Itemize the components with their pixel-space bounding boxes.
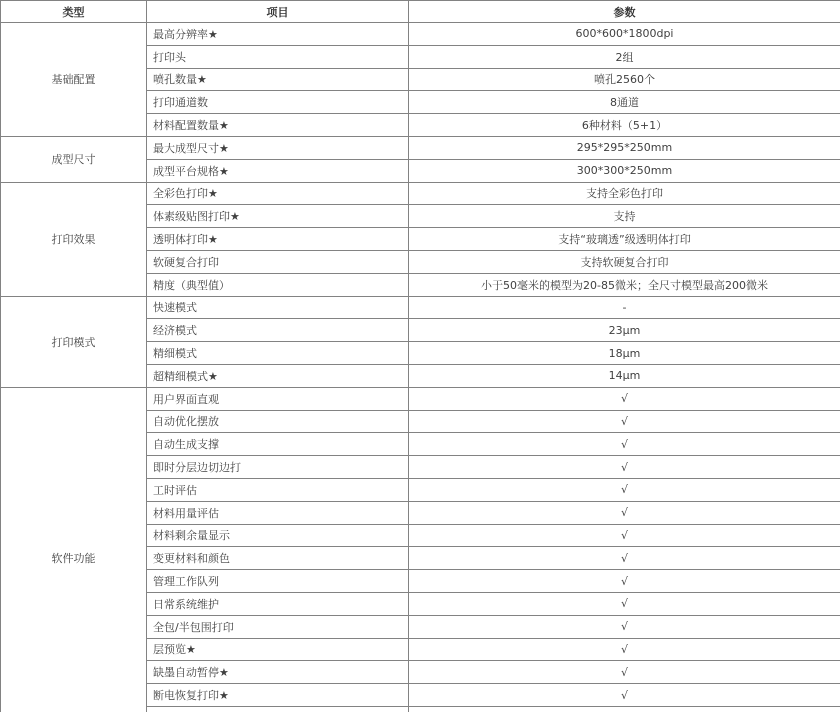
header-row (1, 1, 840, 23)
spec-table-body (1, 23, 840, 712)
item-cell: 材料剩余量显示 (147, 524, 409, 547)
item-cell: 精细模式 (147, 342, 409, 365)
item-cell: 材料配置数量★ (147, 114, 409, 137)
item-cell: 精度（典型值） (147, 273, 409, 296)
item-cell: 自动生成支撑 (147, 433, 409, 456)
value-cell: √ (409, 592, 840, 615)
value-cell: √ (409, 456, 840, 479)
value-cell: √ (409, 501, 840, 524)
item-cell: 超精细模式★ (147, 364, 409, 387)
value-cell: √ (409, 433, 840, 456)
table-row (1, 387, 840, 410)
item-cell: 全包/半包围打印 (147, 615, 409, 638)
value-cell: 小于50毫米的模型为20-85微米；全尺寸模型最高200微米 (409, 273, 840, 296)
item-cell: 材料用量评估 (147, 501, 409, 524)
value-cell (409, 706, 840, 712)
value-cell: √ (409, 684, 840, 707)
item-cell: 管理工作队列 (147, 570, 409, 593)
category-cell: 基础配置 (1, 23, 147, 137)
item-cell: 用户界面直观 (147, 387, 409, 410)
value-cell: 支持“玻璃透”级透明体打印 (409, 228, 840, 251)
value-cell: √ (409, 661, 840, 684)
value-cell: √ (409, 524, 840, 547)
item-cell: 最大成型尺寸★ (147, 136, 409, 159)
value-cell: √ (409, 638, 840, 661)
header-cell-param: 参数 (409, 1, 840, 23)
item-cell: 打印头 (147, 45, 409, 68)
value-cell: 600*600*1800dpi (409, 23, 840, 46)
item-cell: 快速模式 (147, 296, 409, 319)
header-cell-type: 类型 (1, 1, 147, 23)
value-cell: 300*300*250mm (409, 159, 840, 182)
category-cell: 软件功能 (1, 387, 147, 712)
value-cell: 支持全彩色打印 (409, 182, 840, 205)
value-cell: 8通道 (409, 91, 840, 114)
category-cell: 打印模式 (1, 296, 147, 387)
item-cell: 透明体打印★ (147, 228, 409, 251)
value-cell: 2组 (409, 45, 840, 68)
item-cell: 断电恢复打印★ (147, 684, 409, 707)
table-row (1, 296, 840, 319)
item-cell: 体素级贴图打印★ (147, 205, 409, 228)
spec-table-header (1, 1, 840, 23)
value-cell: √ (409, 547, 840, 570)
item-cell: 全彩色打印★ (147, 182, 409, 205)
value-cell: 支持 (409, 205, 840, 228)
category-cell: 打印效果 (1, 182, 147, 296)
table-row (1, 182, 840, 205)
value-cell: √ (409, 387, 840, 410)
item-cell: 软硬复合打印 (147, 250, 409, 273)
value-cell: √ (409, 478, 840, 501)
category-cell: 成型尺寸 (1, 136, 147, 182)
item-cell: 经济模式 (147, 319, 409, 342)
value-cell: 喷孔2560个 (409, 68, 840, 91)
item-cell: 即时分层边切边打 (147, 456, 409, 479)
value-cell: 14μm (409, 364, 840, 387)
value-cell: - (409, 296, 840, 319)
item-cell: 最高分辨率★ (147, 23, 409, 46)
value-cell: √ (409, 615, 840, 638)
header-cell-item: 项目 (147, 1, 409, 23)
value-cell: 18μm (409, 342, 840, 365)
value-cell: 23μm (409, 319, 840, 342)
item-cell (147, 706, 409, 712)
value-cell: 支持软硬复合打印 (409, 250, 840, 273)
item-cell: 层预览★ (147, 638, 409, 661)
item-cell: 工时评估 (147, 478, 409, 501)
value-cell: 6种材料（5+1） (409, 114, 840, 137)
item-cell: 自动优化摆放 (147, 410, 409, 433)
item-cell: 日常系统维护 (147, 592, 409, 615)
value-cell: 295*295*250mm (409, 136, 840, 159)
item-cell: 喷孔数量★ (147, 68, 409, 91)
item-cell: 成型平台规格★ (147, 159, 409, 182)
value-cell: √ (409, 410, 840, 433)
item-cell: 打印通道数 (147, 91, 409, 114)
table-row (1, 136, 840, 159)
table-row (1, 23, 840, 46)
value-cell: √ (409, 570, 840, 593)
item-cell: 变更材料和颜色 (147, 547, 409, 570)
item-cell: 缺墨自动暂停★ (147, 661, 409, 684)
